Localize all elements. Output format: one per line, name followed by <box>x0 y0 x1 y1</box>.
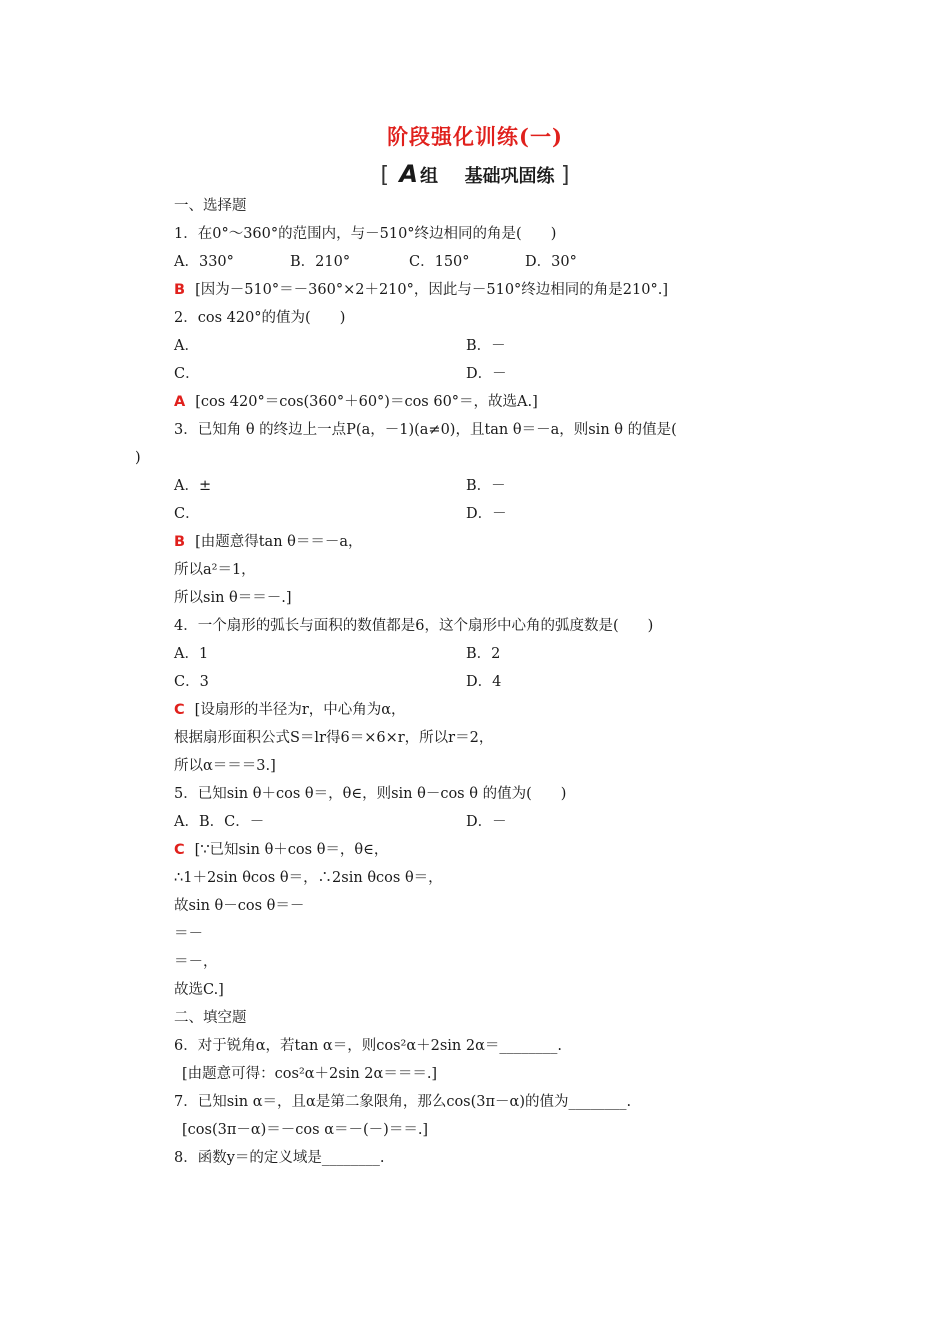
text-line: 4．一个扇形的弧长与面积的数值都是6，这个扇形中心角的弧度数是( ) <box>174 618 654 634</box>
choice-option: B．2 <box>466 646 501 662</box>
answer-line <box>174 528 363 556</box>
group-badge: A <box>399 160 418 188</box>
choice-option: B．－ <box>466 478 506 494</box>
choice-option: B．210° <box>290 254 351 270</box>
answer-explanation: [cos 420°＝cos(360°＋60°)＝cos 60°＝，故选A.] <box>195 394 538 410</box>
choice-option: A． <box>174 338 199 354</box>
text-line: [由题意可得：cos²α＋2sin 2α＝＝＝.] <box>182 1066 438 1082</box>
option-row <box>0 472 950 500</box>
answer-letter: A <box>174 394 186 410</box>
option-row <box>0 500 950 528</box>
group-header <box>0 160 950 188</box>
text-line: 所以a²＝1， <box>174 562 256 578</box>
text-line: 1．在0°～360°的范围内，与－510°终边相同的角是( ) <box>174 226 557 242</box>
left-bracket: [ <box>380 163 390 188</box>
text-line: 5．已知sin θ＋cos θ＝，θ∈，则sin θ－cos θ 的值为( ) <box>174 786 567 802</box>
answer-explanation: [设扇形的半径为r，中心角为α， <box>194 702 406 718</box>
text-line: 6．对于锐角α，若tan α＝，则cos²α＋2sin 2α＝________. <box>174 1038 563 1054</box>
text-line: 2．cos 420°的值为( ) <box>174 310 346 326</box>
choice-option: C．150° <box>409 254 470 270</box>
choice-option: A．1 <box>174 646 209 662</box>
option-row <box>0 248 950 276</box>
text-line: 7．已知sin α＝，且α是第二象限角，那么cos(3π－α)的值为________. <box>174 1094 632 1110</box>
text-line: 根据扇形面积公式S＝lr得6＝×6×r，所以r＝2， <box>174 730 494 746</box>
answer-explanation: [因为－510°＝－360°×2＋210°，因此与－510°终边相同的角是210°.] <box>195 282 668 298</box>
text-line: 故选C.] <box>174 982 224 998</box>
right-bracket: ] <box>560 163 570 188</box>
group-name: 基础巩固练 <box>464 166 555 187</box>
answer-explanation: [∵已知sin θ＋cos θ＝，θ∈， <box>194 842 389 858</box>
text-line: [cos(3π－α)＝－cos α＝－(－)＝＝.] <box>182 1122 429 1138</box>
choice-option: A．330° <box>174 254 234 270</box>
answer-line <box>174 388 538 416</box>
option-row <box>0 668 950 696</box>
text-line: 一、选择题 <box>174 198 247 214</box>
answer-explanation: [由题意得tan θ＝＝－a， <box>195 534 363 550</box>
choice-option: A．± <box>174 478 212 494</box>
choice-option: D．－ <box>466 506 507 522</box>
choice-option: D．－ <box>466 366 507 382</box>
answer-letter: B <box>174 534 186 550</box>
text-line: 所以sin θ＝＝－.] <box>174 590 292 606</box>
choice-option: B．－ <box>466 338 506 354</box>
answer-letter: C <box>174 842 185 858</box>
choice-option: D．4 <box>466 674 502 690</box>
text-line: ) <box>135 450 141 466</box>
answer-line <box>174 696 406 724</box>
text-line: ∴1＋2sin θcos θ＝，∴2sin θcos θ＝， <box>174 870 443 886</box>
option-row <box>0 640 950 668</box>
choice-option: A．B．C．－ <box>174 814 265 830</box>
answer-line <box>174 836 388 864</box>
option-row <box>0 808 950 836</box>
group-suffix: 组 <box>420 166 438 187</box>
text-line: 二、填空题 <box>174 1010 247 1026</box>
option-row <box>0 332 950 360</box>
text-line: 所以α＝＝＝3.] <box>174 758 276 774</box>
page-title: 阶段强化训练(一) <box>387 124 563 149</box>
answer-letter: C <box>174 702 185 718</box>
choice-option: D．30° <box>525 254 577 270</box>
choice-option: C．3 <box>174 674 209 690</box>
answer-letter: B <box>174 282 186 298</box>
text-line: 3．已知角 θ 的终边上一点P(a，－1)(a≠0)，且tan θ＝－a，则sin θ 的值是( <box>174 422 677 438</box>
choice-option: C． <box>174 506 200 522</box>
text-line: ＝－ <box>174 926 203 942</box>
choice-option: C． <box>174 366 200 382</box>
answer-line <box>174 276 668 304</box>
choice-option: D．－ <box>466 814 507 830</box>
text-line: ＝－， <box>174 954 218 970</box>
text-line: 8．函数y＝的定义域是________. <box>174 1150 385 1166</box>
option-row <box>0 360 950 388</box>
text-line: 故sin θ－cos θ＝－ <box>174 898 305 914</box>
